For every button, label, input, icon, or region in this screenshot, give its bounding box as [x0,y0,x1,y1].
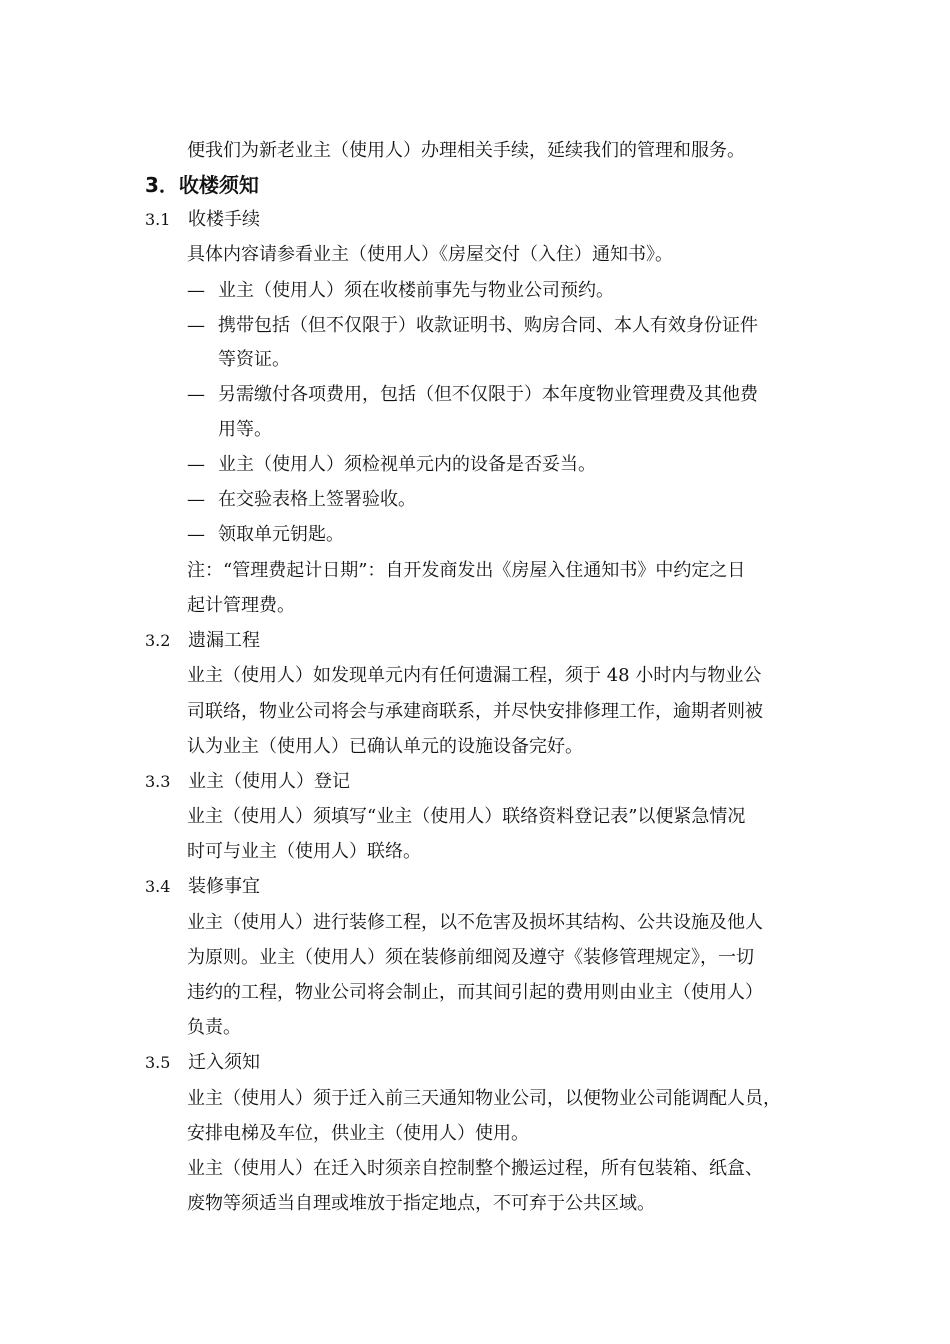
bullet-dash: — [187,384,205,405]
paragraph-line: 业主（使用人）在迁入时须亲自控制整个搬运过程，所有包装箱、纸盒、 [187,1158,763,1179]
bullet-dash: — [187,489,205,510]
section-3-1-intro: 具体内容请参看业主（使用人）《房屋交付（入住）通知书》。 [187,244,673,265]
bullet-text-continuation: 等资证。 [218,349,290,370]
paragraph-line: 业主（使用人）如发现单元内有任何遗漏工程，须于 48 小时内与物业公 [187,665,762,686]
bullet-text: 另需缴付各项费用，包括（但不仅限于）本年度物业管理费及其他费 [218,384,758,405]
bullet-dash: — [187,454,205,475]
section-number-3-1: 3.1 [145,210,171,229]
section-heading: 3．收楼须知 [145,173,259,197]
section-number-3-4: 3.4 [145,877,171,896]
paragraph-line: 违约的工程，物业公司将会制止，而其间引起的费用则由业主（使用人） [187,982,763,1003]
section-title-3-4: 装修事宜 [188,876,260,897]
paragraph-line: 为原则。业主（使用人）须在装修前细阅及遵守《装修管理规定》，一切 [187,947,754,968]
paragraph-line: 废物等须适当自理或堆放于指定地点，不可弃于公共区域。 [187,1193,655,1214]
bullet-text: 业主（使用人）须在收楼前事先与物业公司预约。 [218,280,614,301]
note-line: 起计管理费。 [187,595,295,616]
section-number-3-2: 3.2 [145,631,171,650]
bullet-text: 领取单元钥匙。 [218,524,344,545]
bullet-text: 携带包括（但不仅限于）收款证明书、购房合同、本人有效身份证件 [218,315,758,336]
paragraph-line: 业主（使用人）须于迁入前三天通知物业公司，以便物业公司能调配人员， [187,1088,781,1109]
section-number-3-3: 3.3 [145,772,171,791]
bullet-text: 业主（使用人）须检视单元内的设备是否妥当。 [218,454,596,475]
section-title-3-3: 业主（使用人）登记 [188,771,350,792]
section-title-3-2: 遗漏工程 [188,630,260,651]
intro-continuation: 便我们为新老业主（使用人）办理相关手续，延续我们的管理和服务。 [187,140,745,161]
paragraph-line: 时可与业主（使用人）联络。 [187,841,421,862]
bullet-text: 在交验表格上签署验收。 [218,489,416,510]
note-line: 注：“管理费起计日期”：自开发商发出《房屋入住通知书》中约定之日 [187,560,746,581]
bullet-dash: — [187,524,205,545]
bullet-dash: — [187,280,205,301]
paragraph-line: 司联络，物业公司将会与承建商联系，并尽快安排修理工作，逾期者则被 [187,701,763,722]
section-number-3-5: 3.5 [145,1053,171,1072]
paragraph-line: 安排电梯及车位，供业主（使用人）使用。 [187,1123,529,1144]
bullet-dash: — [187,315,205,336]
section-title-3-1: 收楼手续 [188,209,260,230]
paragraph-line: 负责。 [187,1017,241,1038]
paragraph-line: 业主（使用人）进行装修工程，以不危害及损坏其结构、公共设施及他人 [187,912,763,933]
paragraph-line: 认为业主（使用人）已确认单元的设施设备完好。 [187,736,583,757]
paragraph-line: 业主（使用人）须填写“业主（使用人）联络资料登记表”以便紧急情况 [187,806,746,827]
bullet-text-continuation: 用等。 [218,419,272,440]
section-title-3-5: 迁入须知 [188,1052,260,1073]
